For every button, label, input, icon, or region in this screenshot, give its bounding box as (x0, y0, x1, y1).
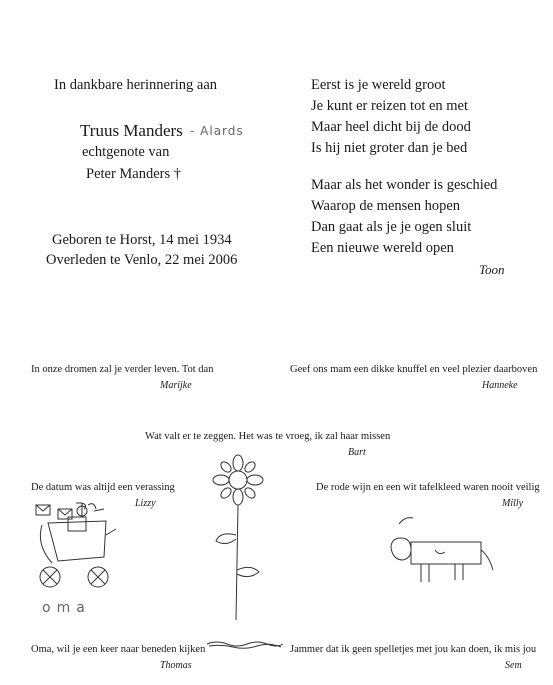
sunflower-drawing (210, 455, 270, 625)
handwritten-maiden-name: - Alards (190, 124, 244, 138)
birth-line: Geboren te Horst, 14 mei 1934 (52, 232, 232, 248)
poem-line: Maar heel dicht bij de dood (311, 119, 471, 135)
poem-line: Is hij niet groter dan je bed (311, 140, 468, 156)
message-text: Wat valt er te zeggen. Het was te vroeg, ik zal haar missen (145, 431, 391, 442)
animal-drawing (385, 510, 500, 585)
message-text: De rode wijn en een wit tafelkleed waren nooit veilig (316, 482, 540, 493)
message-author: Lizzy (135, 498, 156, 509)
poem-line: Een nieuwe wereld open (311, 240, 454, 256)
spouse-name: Peter Manders † (86, 166, 182, 182)
message-author: Thomas (160, 660, 192, 671)
message-author: Sem (505, 660, 522, 671)
poem-line: Eerst is je wereld groot (311, 77, 446, 93)
intro-text: In dankbare herinnering aan (54, 77, 218, 93)
poem-line: Waarop de mensen hopen (311, 198, 461, 214)
stroller-drawing (28, 495, 138, 595)
message-text: In onze dromen zal je verder leven. Tot dan (31, 364, 214, 375)
message-text: Geef ons mam een dikke knuffel en veel plezier daarboven (290, 364, 538, 375)
drawing-oma-label: oma (42, 600, 91, 616)
message-author: Bart (348, 447, 366, 458)
poem-line: Je kunt er reizen tot en met (311, 98, 469, 114)
message-author: Marijke (160, 380, 192, 391)
deceased-name: Truus Manders (80, 121, 183, 140)
death-line: Overleden te Venlo, 22 mei 2006 (46, 252, 238, 268)
poem-stanza-2 (311, 175, 497, 259)
message-author: Hanneke (482, 380, 518, 391)
message-text: Oma, wil je een keer naar beneden kijken (31, 644, 206, 655)
poem-author: Toon (479, 262, 505, 277)
poem-line: Dan gaat als je je ogen sluit (311, 219, 472, 235)
poem-line: Maar als het wonder is geschied (311, 177, 498, 193)
poem-stanza-1 (311, 75, 471, 159)
scribble-mark (205, 638, 285, 650)
message-text: De datum was altijd een verassing (31, 482, 175, 493)
message-text: Jammer dat ik geen spelletjes met jou kan doen, ik mis jou (290, 644, 537, 655)
spouse-label: echtgenote van (82, 144, 170, 160)
message-author: Milly (502, 498, 524, 509)
